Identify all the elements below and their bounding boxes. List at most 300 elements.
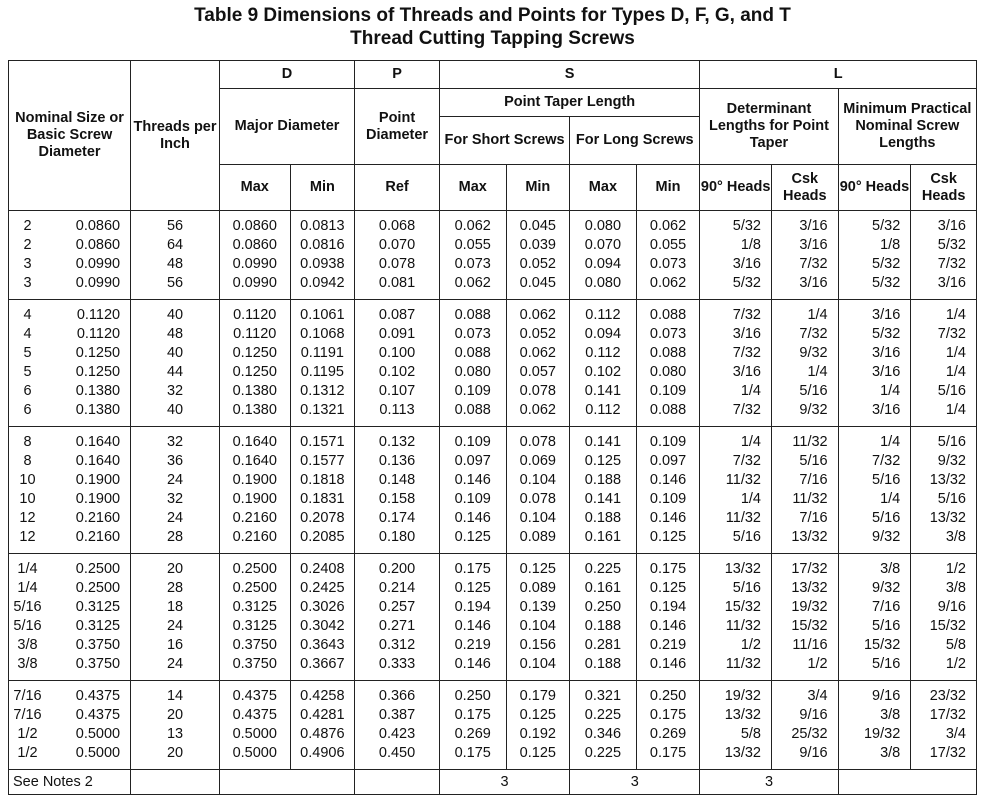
cell-value: 7/32 xyxy=(937,326,966,342)
cell-value: 0.062 xyxy=(519,307,556,323)
cell-value: 13/32 xyxy=(929,472,966,488)
cell-value: 1/4 xyxy=(945,364,966,380)
point-diameter-cell xyxy=(355,427,440,554)
nominal-size-fraction: 2 xyxy=(23,218,32,234)
cell-value: 0.089 xyxy=(519,529,556,545)
cell-value: 5/32 xyxy=(872,256,901,272)
major-diameter-max-cell xyxy=(219,681,290,770)
determinant-csk-heads-cell xyxy=(772,211,839,300)
cell-value: 0.125 xyxy=(519,707,556,723)
cell-value: 0.146 xyxy=(649,472,687,488)
nominal-size-fraction: 10 xyxy=(19,472,36,488)
major-diameter-min-cell xyxy=(290,427,355,554)
cell-value: 20 xyxy=(166,707,184,723)
minimum-csk-heads-cell xyxy=(911,300,977,427)
cell-value: 0.080 xyxy=(454,364,491,380)
major-diameter-max-cell xyxy=(219,427,290,554)
cell-value: 0.045 xyxy=(519,275,556,291)
cell-value: 0.2425 xyxy=(300,580,345,596)
cell-value: 0.269 xyxy=(649,726,687,742)
cell-value: 15/32 xyxy=(863,637,901,653)
cell-value: 0.175 xyxy=(649,707,687,723)
cell-value: 56 xyxy=(166,218,184,234)
cell-value: 9/32 xyxy=(937,453,966,469)
cell-value: 0.2078 xyxy=(300,510,345,526)
table-row-group xyxy=(9,300,977,427)
major-diameter-max-cell xyxy=(219,554,290,681)
cell-value: 0.1831 xyxy=(300,491,345,507)
cell-value: 0.214 xyxy=(378,580,416,596)
cell-value: 0.109 xyxy=(649,491,687,507)
nominal-size-cell xyxy=(9,427,131,554)
header-point-diameter: Point Diameter xyxy=(355,89,440,165)
cell-value: 0.333 xyxy=(378,656,416,672)
header-point-taper-length: Point Taper Length xyxy=(439,89,699,117)
nominal-size-line xyxy=(9,344,130,363)
cell-value: 0.125 xyxy=(649,580,687,596)
cell-value: 0.5000 xyxy=(232,745,277,761)
nominal-size-line xyxy=(9,598,130,617)
header-det-90-heads: 90° Heads xyxy=(700,165,772,211)
basic-screw-diameter: 0.1640 xyxy=(75,434,121,450)
cell-value: 5/16 xyxy=(799,453,828,469)
cell-value: 5/32 xyxy=(872,275,901,291)
cell-value: 0.102 xyxy=(378,364,416,380)
nominal-size-fraction: 8 xyxy=(23,434,32,450)
table-row-group xyxy=(9,427,977,554)
basic-screw-diameter: 0.1250 xyxy=(75,364,121,380)
header-nominal-size: Nominal Size or Basic Screw Diameter xyxy=(9,61,131,211)
cell-value: 7/32 xyxy=(799,326,828,342)
cell-value: 1/2 xyxy=(807,656,828,672)
cell-value: 3/16 xyxy=(872,345,901,361)
cell-value: 17/32 xyxy=(929,745,966,761)
cell-value: 5/16 xyxy=(872,618,901,634)
basic-screw-diameter: 0.5000 xyxy=(75,745,121,761)
cell-value: 48 xyxy=(166,326,184,342)
nominal-size-fraction: 5/16 xyxy=(13,618,42,634)
basic-screw-diameter: 0.1250 xyxy=(75,345,121,361)
cell-value: 5/32 xyxy=(872,326,901,342)
nominal-size-line xyxy=(9,655,130,674)
cell-value: 0.070 xyxy=(584,237,622,253)
cell-value: 0.039 xyxy=(519,237,556,253)
point-diameter-cell xyxy=(355,681,440,770)
nominal-size-fraction: 6 xyxy=(23,383,32,399)
cell-value: 5/16 xyxy=(872,472,901,488)
short-taper-min-cell xyxy=(506,211,570,300)
cell-value: 32 xyxy=(166,383,184,399)
nominal-size-fraction: 10 xyxy=(19,491,36,507)
notes-ref-s-short: 3 xyxy=(439,770,569,795)
cell-value: 0.1640 xyxy=(232,434,277,450)
cell-value: 0.088 xyxy=(649,307,687,323)
cell-value: 0.109 xyxy=(649,434,687,450)
cell-value: 0.102 xyxy=(584,364,622,380)
cell-value: 1/4 xyxy=(740,491,761,507)
basic-screw-diameter: 0.4375 xyxy=(75,707,121,723)
point-diameter-cell xyxy=(355,554,440,681)
cell-value: 1/2 xyxy=(945,656,966,672)
cell-value: 0.078 xyxy=(519,434,556,450)
long-taper-min-cell xyxy=(636,427,700,554)
cell-value: 1/4 xyxy=(945,402,966,418)
cell-value: 0.194 xyxy=(649,599,687,615)
nominal-size-line xyxy=(9,636,130,655)
cell-value: 1/8 xyxy=(740,237,761,253)
basic-screw-diameter: 0.1900 xyxy=(75,491,121,507)
basic-screw-diameter: 0.0990 xyxy=(75,256,121,272)
cell-value: 0.062 xyxy=(454,218,491,234)
cell-value: 19/32 xyxy=(724,688,761,704)
short-taper-max-cell xyxy=(439,427,506,554)
notes-empty-cell xyxy=(131,770,220,795)
basic-screw-diameter: 0.0860 xyxy=(75,237,121,253)
short-taper-min-cell xyxy=(506,554,570,681)
nominal-size-line xyxy=(9,433,130,452)
cell-value: 1/4 xyxy=(880,383,901,399)
cell-value: 0.088 xyxy=(454,402,491,418)
cell-value: 56 xyxy=(166,275,184,291)
long-taper-min-cell xyxy=(636,681,700,770)
cell-value: 0.073 xyxy=(454,326,491,342)
cell-value: 0.175 xyxy=(454,745,491,761)
determinant-csk-heads-cell xyxy=(772,300,839,427)
cell-value: 5/16 xyxy=(872,656,901,672)
major-diameter-min-cell xyxy=(290,554,355,681)
cell-value: 28 xyxy=(166,529,184,545)
cell-value: 0.078 xyxy=(378,256,416,272)
basic-screw-diameter: 0.3125 xyxy=(75,599,121,615)
point-diameter-cell xyxy=(355,211,440,300)
cell-value: 14 xyxy=(166,688,184,704)
cell-value: 9/16 xyxy=(872,688,901,704)
header-s-long-max: Max xyxy=(570,165,637,211)
cell-value: 3/16 xyxy=(937,275,966,291)
cell-value: 0.136 xyxy=(378,453,416,469)
cell-value: 0.097 xyxy=(454,453,491,469)
nominal-size-line xyxy=(9,363,130,382)
cell-value: 0.073 xyxy=(649,326,687,342)
table-row-group xyxy=(9,554,977,681)
cell-value: 11/32 xyxy=(725,510,761,526)
notes-empty-cell xyxy=(838,770,976,795)
cell-value: 0.112 xyxy=(585,402,621,418)
cell-value: 9/16 xyxy=(799,707,828,723)
cell-value: 28 xyxy=(166,580,184,596)
cell-value: 11/32 xyxy=(725,618,761,634)
cell-value: 0.146 xyxy=(454,656,491,672)
header-d-min: Min xyxy=(290,165,355,211)
nominal-size-fraction: 6 xyxy=(23,402,32,418)
cell-value: 48 xyxy=(166,256,184,272)
cell-value: 0.3042 xyxy=(300,618,345,634)
long-taper-max-cell xyxy=(570,681,637,770)
cell-value: 0.1250 xyxy=(232,345,277,361)
cell-value: 0.104 xyxy=(519,618,556,634)
cell-value: 3/16 xyxy=(799,275,828,291)
header-minimum-practical-lengths: Minimum Practical Nominal Screw Lengths xyxy=(838,89,976,165)
cell-value: 0.1061 xyxy=(300,307,345,323)
header-d: D xyxy=(219,61,354,89)
cell-value: 3/16 xyxy=(732,364,761,380)
cell-value: 13/32 xyxy=(791,580,828,596)
cell-value: 5/8 xyxy=(740,726,761,742)
table-body xyxy=(9,211,977,770)
cell-value: 0.3026 xyxy=(300,599,345,615)
cell-value: 32 xyxy=(166,491,184,507)
nominal-size-fraction: 5 xyxy=(23,345,32,361)
cell-value: 0.0942 xyxy=(300,275,345,291)
basic-screw-diameter: 0.3750 xyxy=(75,656,121,672)
determinant-csk-heads-cell xyxy=(772,427,839,554)
minimum-csk-heads-cell xyxy=(911,554,977,681)
cell-value: 0.109 xyxy=(649,383,687,399)
cell-value: 11/32 xyxy=(792,434,828,450)
minimum-90-heads-cell xyxy=(838,300,911,427)
cell-value: 13 xyxy=(166,726,184,742)
basic-screw-diameter: 0.4375 xyxy=(75,688,121,704)
cell-value: 7/32 xyxy=(732,307,761,323)
determinant-90-heads-cell xyxy=(700,427,772,554)
cell-value: 0.148 xyxy=(378,472,416,488)
cell-value: 0.104 xyxy=(519,656,556,672)
cell-value: 0.097 xyxy=(649,453,687,469)
cell-value: 0.062 xyxy=(649,218,687,234)
cell-value: 0.450 xyxy=(378,745,416,761)
nominal-size-line xyxy=(9,306,130,325)
cell-value: 0.0860 xyxy=(232,218,277,234)
cell-value: 0.089 xyxy=(519,580,556,596)
long-taper-max-cell xyxy=(570,211,637,300)
cell-value: 0.2500 xyxy=(232,580,277,596)
cell-value: 0.250 xyxy=(649,688,687,704)
nominal-size-cell xyxy=(9,300,131,427)
cell-value: 7/32 xyxy=(799,256,828,272)
nominal-size-line xyxy=(9,706,130,725)
cell-value: 0.125 xyxy=(649,529,687,545)
basic-screw-diameter: 0.2160 xyxy=(75,529,121,545)
nominal-size-line xyxy=(9,325,130,344)
cell-value: 64 xyxy=(166,237,184,253)
notes-label: See Notes 2 xyxy=(9,770,131,795)
title-line-1: Table 9 Dimensions of Threads and Points for Types D, F, G, and T xyxy=(194,5,791,26)
cell-value: 0.3667 xyxy=(300,656,345,672)
basic-screw-diameter: 0.3750 xyxy=(75,637,121,653)
cell-value: 0.219 xyxy=(649,637,687,653)
cell-value: 0.2408 xyxy=(300,561,345,577)
nominal-size-line xyxy=(9,452,130,471)
nominal-size-line xyxy=(9,382,130,401)
cell-value: 0.4876 xyxy=(300,726,345,742)
cell-value: 0.045 xyxy=(519,218,556,234)
cell-value: 0.1900 xyxy=(232,472,277,488)
cell-value: 5/8 xyxy=(945,637,966,653)
cell-value: 3/8 xyxy=(880,561,901,577)
cell-value: 0.146 xyxy=(649,656,687,672)
minimum-90-heads-cell xyxy=(838,554,911,681)
cell-value: 1/4 xyxy=(945,345,966,361)
cell-value: 0.188 xyxy=(584,618,622,634)
minimum-90-heads-cell xyxy=(838,211,911,300)
cell-value: 0.281 xyxy=(584,637,622,653)
cell-value: 0.250 xyxy=(454,688,491,704)
cell-value: 0.088 xyxy=(649,402,687,418)
cell-value: 0.175 xyxy=(454,707,491,723)
cell-value: 0.055 xyxy=(649,237,687,253)
nominal-size-fraction: 12 xyxy=(19,510,36,526)
cell-value: 0.055 xyxy=(454,237,491,253)
cell-value: 5/16 xyxy=(937,434,966,450)
nominal-size-fraction: 7/16 xyxy=(13,688,42,704)
cell-value: 5/16 xyxy=(732,580,761,596)
header-det-csk-heads: Csk Heads xyxy=(772,165,839,211)
cell-value: 11/32 xyxy=(792,491,828,507)
header-s-long-min: Min xyxy=(636,165,700,211)
cell-value: 0.125 xyxy=(584,453,622,469)
cell-value: 0.158 xyxy=(378,491,416,507)
cell-value: 0.366 xyxy=(378,688,416,704)
cell-value: 19/32 xyxy=(863,726,901,742)
short-taper-min-cell xyxy=(506,427,570,554)
minimum-csk-heads-cell xyxy=(911,211,977,300)
cell-value: 15/32 xyxy=(929,618,966,634)
cell-value: 7/16 xyxy=(799,472,828,488)
cell-value: 15/32 xyxy=(791,618,828,634)
header-min-90-heads: 90° Heads xyxy=(838,165,911,211)
cell-value: 0.112 xyxy=(585,345,621,361)
cell-value: 0.3750 xyxy=(232,637,277,653)
cell-value: 5/32 xyxy=(872,218,901,234)
header-l: L xyxy=(700,61,977,89)
header-s: S xyxy=(439,61,699,89)
cell-value: 3/16 xyxy=(732,256,761,272)
nominal-size-fraction: 1/4 xyxy=(17,580,38,596)
cell-value: 0.0990 xyxy=(232,256,277,272)
cell-value: 0.139 xyxy=(519,599,556,615)
cell-value: 5/16 xyxy=(799,383,828,399)
cell-value: 0.052 xyxy=(519,256,556,272)
cell-value: 0.104 xyxy=(519,472,556,488)
cell-value: 0.1900 xyxy=(232,491,277,507)
cell-value: 0.1818 xyxy=(300,472,345,488)
nominal-size-line xyxy=(9,255,130,274)
cell-value: 16 xyxy=(166,637,184,653)
cell-value: 0.146 xyxy=(454,618,491,634)
cell-value: 3/16 xyxy=(799,237,828,253)
cell-value: 1/4 xyxy=(807,307,828,323)
header-major-diameter: Major Diameter xyxy=(219,89,354,165)
nominal-size-line xyxy=(9,401,130,420)
cell-value: 0.070 xyxy=(378,237,416,253)
cell-value: 0.1321 xyxy=(300,402,345,418)
cell-value: 40 xyxy=(166,307,184,323)
cell-value: 0.188 xyxy=(584,472,622,488)
cell-value: 7/16 xyxy=(872,599,901,615)
nominal-size-cell xyxy=(9,681,131,770)
short-taper-min-cell xyxy=(506,300,570,427)
cell-value: 0.087 xyxy=(378,307,416,323)
cell-value: 0.225 xyxy=(584,745,622,761)
cell-value: 5/16 xyxy=(937,491,966,507)
cell-value: 0.175 xyxy=(649,745,687,761)
cell-value: 0.0938 xyxy=(300,256,345,272)
basic-screw-diameter: 0.2500 xyxy=(75,561,121,577)
cell-value: 20 xyxy=(166,745,184,761)
cell-value: 0.321 xyxy=(584,688,622,704)
cell-value: 0.109 xyxy=(454,491,491,507)
cell-value: 0.109 xyxy=(454,434,491,450)
cell-value: 7/32 xyxy=(732,345,761,361)
cell-value: 0.4258 xyxy=(300,688,345,704)
cell-value: 0.113 xyxy=(379,402,415,418)
cell-value: 0.179 xyxy=(519,688,556,704)
long-taper-min-cell xyxy=(636,554,700,681)
cell-value: 0.094 xyxy=(584,256,622,272)
cell-value: 0.080 xyxy=(584,275,622,291)
header-p: P xyxy=(355,61,440,89)
header-for-short-screws: For Short Screws xyxy=(439,117,569,165)
cell-value: 5/32 xyxy=(937,237,966,253)
cell-value: 0.219 xyxy=(454,637,491,653)
nominal-size-line xyxy=(9,509,130,528)
cell-value: 0.094 xyxy=(584,326,622,342)
major-diameter-max-cell xyxy=(219,211,290,300)
long-taper-max-cell xyxy=(570,427,637,554)
notes-empty-cell xyxy=(355,770,440,795)
cell-value: 0.146 xyxy=(649,618,687,634)
minimum-csk-heads-cell xyxy=(911,681,977,770)
cell-value: 3/16 xyxy=(872,307,901,323)
cell-value: 0.180 xyxy=(378,529,416,545)
cell-value: 18 xyxy=(166,599,184,615)
cell-value: 0.078 xyxy=(519,491,556,507)
nominal-size-fraction: 3/8 xyxy=(17,637,38,653)
nominal-size-line xyxy=(9,471,130,490)
cell-value: 0.1312 xyxy=(300,383,345,399)
nominal-size-line xyxy=(9,617,130,636)
notes-row xyxy=(9,770,977,795)
cell-value: 5/32 xyxy=(732,218,761,234)
cell-value: 0.250 xyxy=(584,599,622,615)
nominal-size-fraction: 7/16 xyxy=(13,707,42,723)
cell-value: 9/32 xyxy=(872,580,901,596)
table-row-group xyxy=(9,681,977,770)
cell-value: 19/32 xyxy=(791,599,828,615)
cell-value: 0.225 xyxy=(584,707,622,723)
basic-screw-diameter: 0.1900 xyxy=(75,472,121,488)
cell-value: 0.2085 xyxy=(300,529,345,545)
cell-value: 0.141 xyxy=(584,434,622,450)
threads-per-inch-cell xyxy=(131,681,220,770)
cell-value: 0.4281 xyxy=(300,707,345,723)
table-title xyxy=(0,0,985,54)
nominal-size-line xyxy=(9,528,130,547)
nominal-size-fraction: 4 xyxy=(23,307,32,323)
cell-value: 0.125 xyxy=(454,580,491,596)
long-taper-max-cell xyxy=(570,300,637,427)
cell-value: 0.0990 xyxy=(232,275,277,291)
cell-value: 0.174 xyxy=(378,510,416,526)
cell-value: 13/32 xyxy=(791,529,828,545)
header-s-short-max: Max xyxy=(439,165,506,211)
nominal-size-cell xyxy=(9,554,131,681)
cell-value: 0.4375 xyxy=(232,707,277,723)
point-diameter-cell xyxy=(355,300,440,427)
cell-value: 0.161 xyxy=(584,580,622,596)
cell-value: 3/4 xyxy=(945,726,966,742)
cell-value: 0.423 xyxy=(378,726,416,742)
